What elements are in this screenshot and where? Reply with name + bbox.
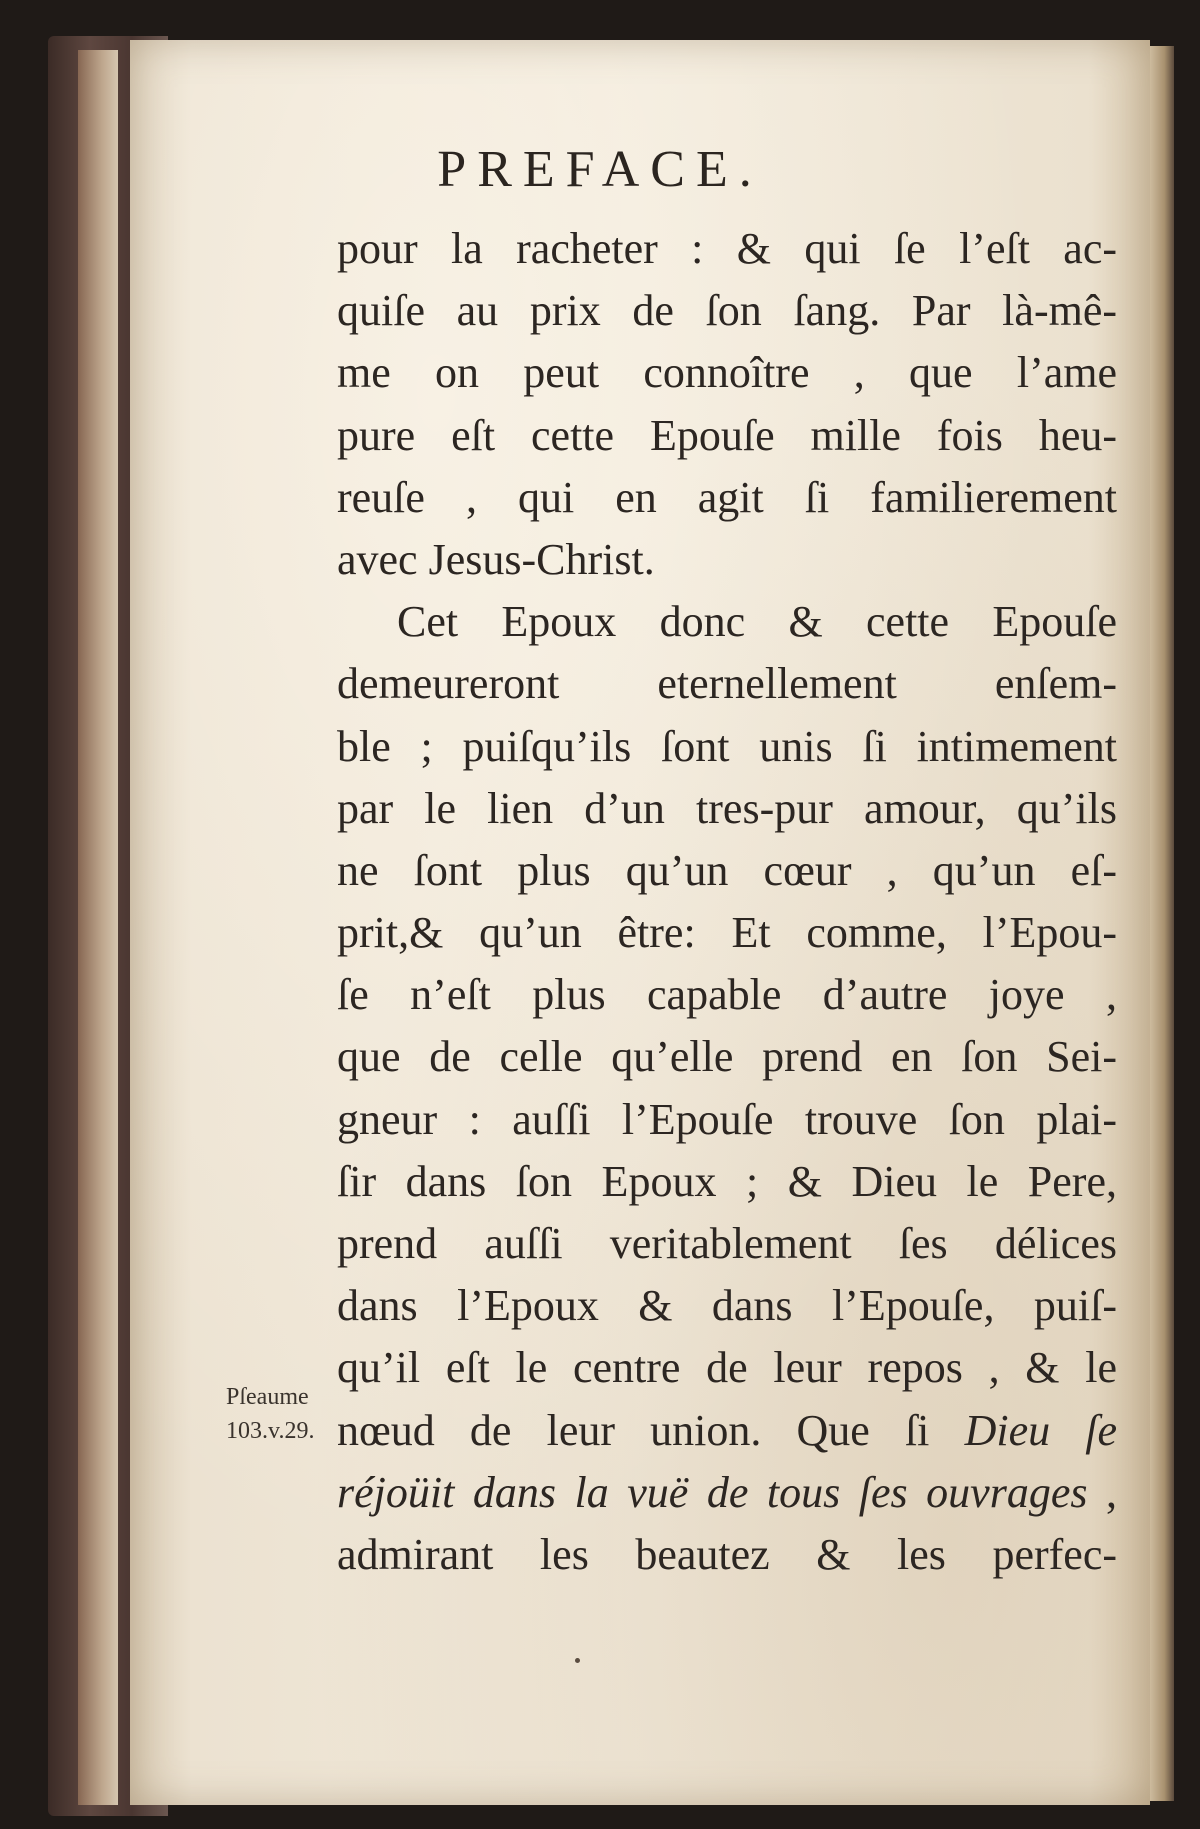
text-line: quiſe au prix de ſon ſang. Par là-mê- — [337, 286, 1117, 336]
text-line: reuſe , qui en agit ſi familierement — [337, 472, 1117, 522]
text-line: Cet Epoux donc & cette Epouſe — [397, 597, 1117, 647]
text-line: ble ; puiſqu’ils ſont unis ſi intimement — [337, 721, 1117, 771]
text-run: , — [1087, 1467, 1117, 1517]
text-line — [337, 1400, 1117, 1462]
ink-speck — [575, 1658, 580, 1663]
text-line: ne ſont plus qu’un cœur , qu’un eſ- — [337, 845, 1117, 895]
text-line: prit,& qu’un être: Et comme, l’Epou- — [337, 908, 1117, 958]
text-line: pour la racheter : & qui ſe l’eſt ac- — [337, 224, 1117, 273]
text-line: admirant les beautez & les perfec- — [337, 1529, 1117, 1579]
text-line: avec Jesus-Christ. — [337, 534, 655, 584]
text-line: ſir dans ſon Epoux ; & Dieu le Pere, — [337, 1156, 1117, 1206]
text-line: qu’il eſt le centre de leur repos , & le — [337, 1343, 1117, 1393]
page-stack-edge — [78, 50, 118, 1805]
text-line: que de celle qu’elle prend en ſon Sei- — [337, 1032, 1117, 1082]
text-line: par le lien d’un tres-pur amour, qu’ils — [337, 783, 1117, 833]
italic-run: réjoüit dans la vuë de tous ſes ouvrages — [337, 1467, 1088, 1517]
text-line: demeureront eternellement enſem- — [337, 659, 1117, 709]
body-text — [337, 218, 1117, 1586]
text-line: pure eſt cette Epouſe mille fois heu- — [337, 410, 1117, 460]
text-line — [337, 1462, 1117, 1524]
running-title: PREFACE. — [437, 141, 763, 198]
margin-note-line: Pſeaume — [226, 1384, 309, 1410]
text-line: prend auſſi veritablement ſes délices — [337, 1219, 1117, 1268]
italic-run: Dieu ſe — [964, 1405, 1117, 1455]
margin-note-line: 103.v.29. — [226, 1418, 315, 1444]
margin-note — [226, 1380, 346, 1448]
text-line: me on peut connoître , que l’ame — [337, 348, 1117, 398]
text-line: gneur : auſſi l’Epouſe trouve ſon plai- — [337, 1094, 1117, 1144]
text-line: dans l’Epoux & dans l’Epouſe, puiſ- — [337, 1281, 1117, 1331]
text-line: ſe n’eſt plus capable d’autre joye , — [337, 970, 1117, 1020]
page-fore-edge — [1150, 46, 1174, 1801]
text-run: nœud de leur union. Que ſi — [337, 1405, 930, 1455]
